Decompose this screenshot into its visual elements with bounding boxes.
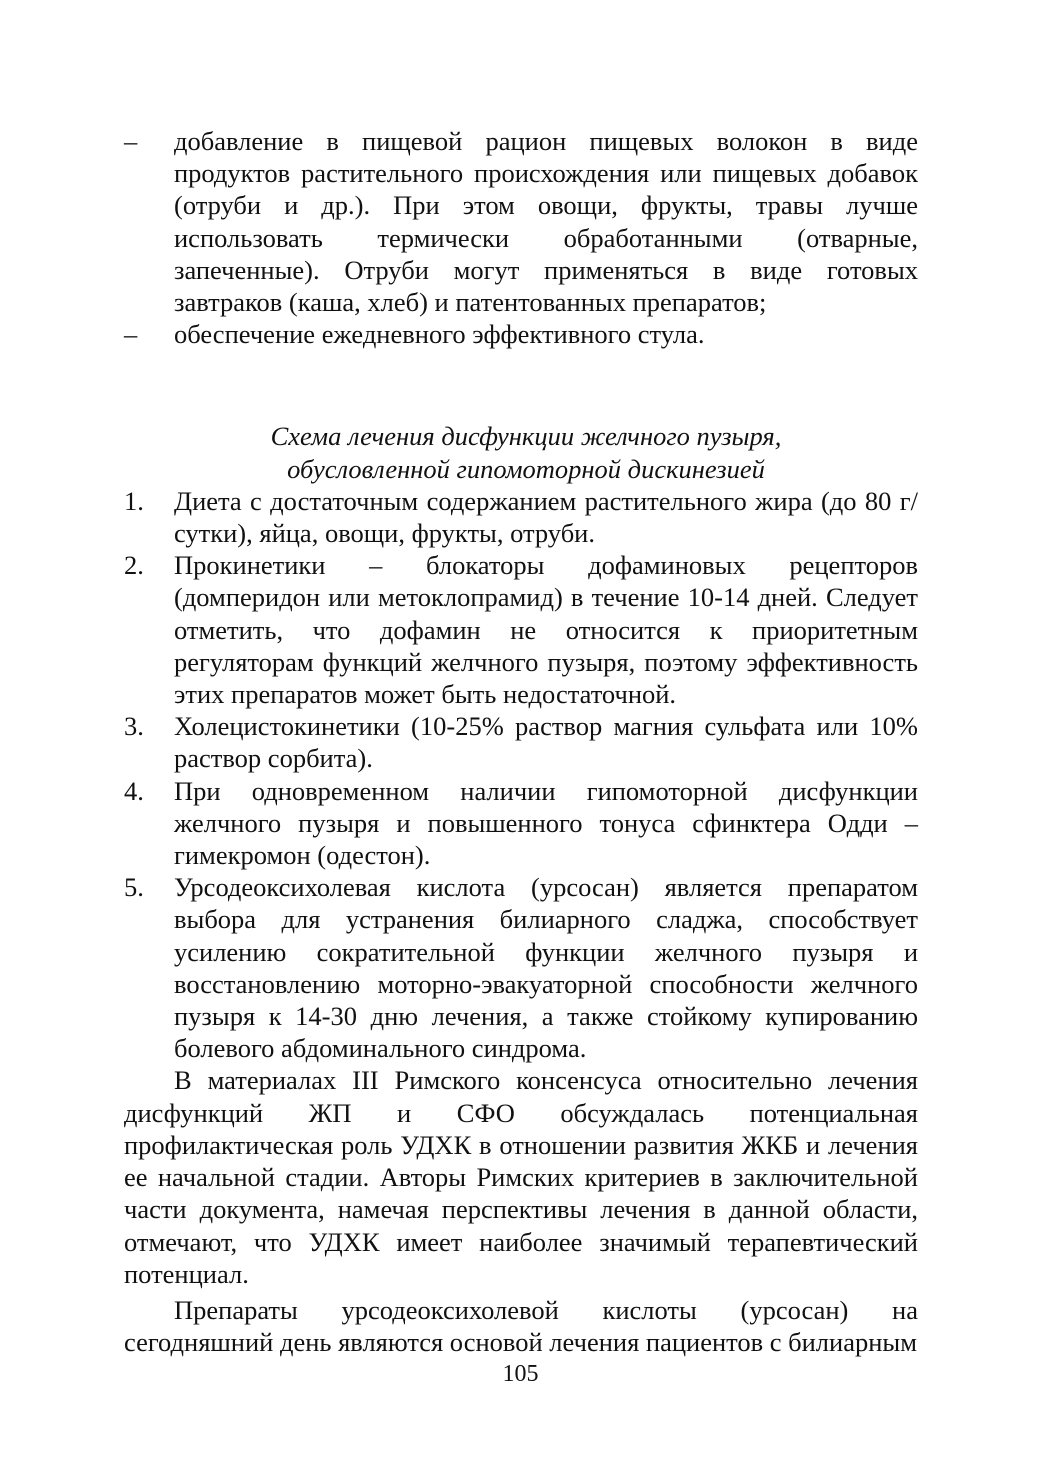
numbered-item (124, 485, 918, 549)
bullet-item (124, 125, 918, 318)
item-number: 1. (124, 485, 144, 516)
bullet-list (124, 125, 918, 350)
page-number: 105 (502, 1361, 539, 1387)
heading-line-2: обусловленной гипомоторной дискинезией (287, 453, 765, 484)
numbered-item (124, 549, 918, 710)
page-content (124, 125, 918, 1358)
bullet-marker: – (124, 126, 138, 156)
heading-line-1: Схема лечения дисфункции желчного пузыря, (270, 421, 782, 452)
item-number: 3. (124, 711, 144, 742)
item-text: Диета с достаточным содержанием растительного жира (до 80 г/сутки), яйца, овощи, фрукты, отруби. (174, 485, 918, 549)
body-paragraph: Препараты урсодеоксихолевой кислоты (урсосан) на сегодняшний день являются основой лечения пациентов с билиарным (124, 1294, 918, 1358)
bullet-text: добавление в пищевой рацион пищевых волокон в виде продуктов растительного происхождения или пищевых добавок (отруби и др.). При этом овощи, фрукты, травы лучше использовать термически обработанными (отварные, запеченные). Отруби могут применяться в виде готовых завтраков (каша, хлеб) и патентованных препаратов; (174, 126, 918, 318)
bullet-item (124, 318, 918, 350)
section-heading (124, 420, 918, 484)
item-text: При одновременном наличии гипомоторной дисфункции желчного пузыря и повышенного тонуса сфинктера Одди – гимекромон (одестон). (174, 775, 918, 871)
item-number: 2. (124, 550, 144, 581)
bullet-text: обеспечение ежедневного эффективного стула. (174, 319, 705, 350)
numbered-item (124, 871, 918, 1064)
item-text: Холецистокинетики (10-25% раствор магния сульфата или 10% раствор сорбита). (174, 711, 918, 774)
numbered-item (124, 775, 918, 872)
numbered-list (124, 485, 918, 1065)
spacer (124, 350, 918, 420)
body-paragraph: В материалах III Римского консенсуса относительно лечения дисфункций ЖП и СФО обсуждалась потенциальная профилактическая роль УДХК в отношении развития ЖКБ и лечения ее начальной стадии. Авторы Римских критериев в заключительной части документа, намечая перспективы лечения в данной области, отмечают, что УДХК имеет наиболее значимый терапевтический потенциал. (124, 1065, 918, 1289)
item-number: 4. (124, 775, 144, 806)
bullet-marker: – (124, 319, 138, 350)
item-number: 5. (124, 872, 144, 903)
item-text: Прокинетики – блокаторы дофаминовых рецепторов (домперидон или метоклопрамид) в течение 10-14 дней. Следует отметить, что дофамин не относится к приоритетным регуляторам функций желчного пузыря, поэтому эффективность этих препаратов может быть недостаточной. (174, 550, 918, 710)
item-text: Урсодеоксихолевая кислота (урсосан) является препаратом выбора для устранения билиарного сладжа, способствует усилению сократительной функции желчного пузыря и восстановлению моторно-эвакуаторной способности желчного пузыря к 14-30 дню лечения, а также стойкому купированию болевого абдоминального синдрома. (174, 872, 918, 1064)
numbered-item (124, 710, 918, 774)
